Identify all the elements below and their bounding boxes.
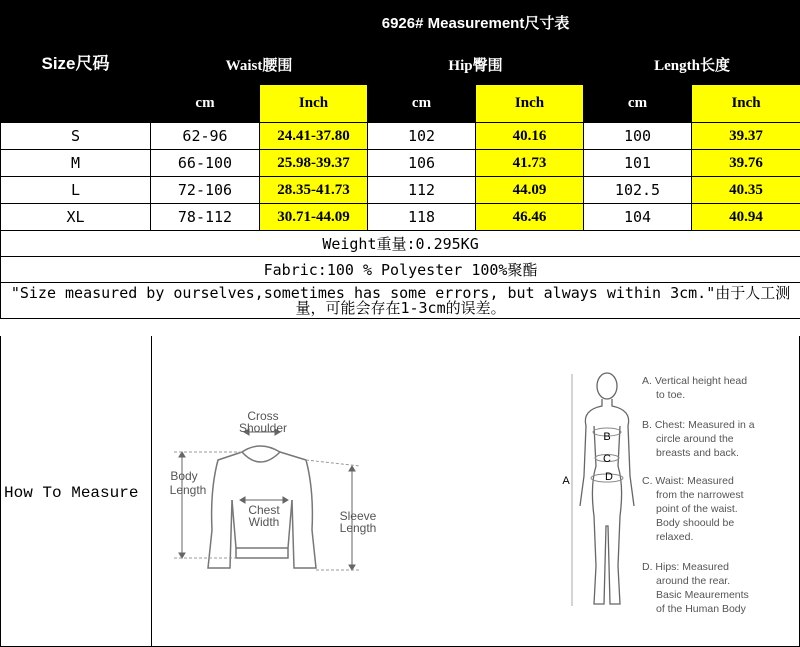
- sleeve-length-label: Sleeve: [339, 509, 377, 523]
- body-diagram: [562, 366, 782, 622]
- waist-header: Waist腰围: [151, 45, 368, 85]
- size-chart-table: [0, 0, 800, 319]
- size-cell: L: [1, 177, 151, 204]
- garment-diagram: [160, 400, 390, 590]
- chart-title: 6926# Measurement尺寸表: [151, 1, 800, 45]
- note-chest: circle around the: [656, 433, 734, 445]
- note-chest: breasts and back.: [656, 447, 739, 459]
- table-row: [1, 123, 800, 150]
- human-body-icon: [580, 373, 634, 604]
- unit-cm: cm: [368, 85, 476, 123]
- length-inch-cell: 39.37: [692, 123, 800, 150]
- marker-a: A: [562, 475, 570, 487]
- note-height: to toe.: [656, 389, 686, 401]
- length-cm-cell: 102.5: [584, 177, 692, 204]
- hip-inch-cell: 46.46: [476, 204, 584, 231]
- hip-inch-cell: 41.73: [476, 150, 584, 177]
- chest-width-label: Width: [248, 515, 280, 529]
- hip-inch-cell: 44.09: [476, 177, 584, 204]
- size-header: Size尺码: [1, 1, 151, 123]
- weight-row: Weight重量:0.295KG: [1, 231, 800, 257]
- note-hips: around the rear.: [656, 575, 731, 587]
- length-cm-cell: 101: [584, 150, 692, 177]
- note-waist: from the narrowest: [656, 489, 744, 501]
- table-row: [1, 150, 800, 177]
- hip-header: Hip臀围: [368, 45, 584, 85]
- note-waist: Body shoould be: [656, 517, 735, 529]
- cross-shoulder-label: Shoulder: [238, 421, 288, 435]
- hip-inch-cell: 40.16: [476, 123, 584, 150]
- hip-cm-cell: 106: [368, 150, 476, 177]
- hip-cm-cell: 112: [368, 177, 476, 204]
- unit-inch: Inch: [260, 85, 368, 123]
- note-height: A. Vertical height head: [642, 375, 748, 387]
- chest-width-label: Chest: [248, 503, 280, 517]
- cross-shoulder-label: Cross: [247, 409, 279, 423]
- waist-cm-cell: 72-106: [151, 177, 260, 204]
- length-cm-cell: 100: [584, 123, 692, 150]
- body-length-label: Length: [169, 483, 207, 497]
- note-hips: of the Human Body: [656, 603, 746, 615]
- length-inch-cell: 40.35: [692, 177, 800, 204]
- unit-cm: cm: [584, 85, 692, 123]
- size-cell: S: [1, 123, 151, 150]
- note-hips: Basic Meaurements: [656, 589, 749, 601]
- fabric-row: Fabric:100 % Polyester 100%聚酯: [1, 257, 800, 283]
- marker-b: B: [603, 431, 611, 443]
- measure-arrows: [179, 429, 355, 570]
- sleeve-length-label: Length: [339, 521, 377, 535]
- marker-c: C: [603, 453, 611, 465]
- length-inch-cell: 40.94: [692, 204, 800, 231]
- measurement-note: "Size measured by ourselves,sometimes has some errors, but always within 3cm."由于人工测量，可能会存在1-3cm的误差。: [1, 283, 800, 319]
- body-length-label: Body: [170, 469, 198, 483]
- how-to-measure-label: How To Measure: [4, 484, 139, 502]
- note-waist: C. Waist: Measured: [642, 475, 734, 487]
- hip-cm-cell: 102: [368, 123, 476, 150]
- size-cell: XL: [1, 204, 151, 231]
- length-header: Length长度: [584, 45, 800, 85]
- length-cm-cell: 104: [584, 204, 692, 231]
- unit-inch: Inch: [692, 85, 800, 123]
- table-row: [1, 177, 800, 204]
- waist-cm-cell: 66-100: [151, 150, 260, 177]
- note-chest: B. Chest: Measured in a: [642, 419, 755, 431]
- length-inch-cell: 39.76: [692, 150, 800, 177]
- marker-d: D: [605, 471, 613, 483]
- table-row: [1, 204, 800, 231]
- unit-inch: Inch: [476, 85, 584, 123]
- hip-cm-cell: 118: [368, 204, 476, 231]
- waist-inch-cell: 25.98-39.37: [260, 150, 368, 177]
- waist-inch-cell: 28.35-41.73: [260, 177, 368, 204]
- divider: [151, 336, 152, 646]
- waist-inch-cell: 24.41-37.80: [260, 123, 368, 150]
- size-cell: M: [1, 150, 151, 177]
- note-hips: D. Hips: Measured: [642, 561, 729, 573]
- waist-cm-cell: 78-112: [151, 204, 260, 231]
- note-waist: point of the waist.: [656, 503, 738, 515]
- waist-inch-cell: 30.71-44.09: [260, 204, 368, 231]
- note-waist: relaxed.: [656, 531, 694, 543]
- unit-cm: cm: [151, 85, 260, 123]
- waist-cm-cell: 62-96: [151, 123, 260, 150]
